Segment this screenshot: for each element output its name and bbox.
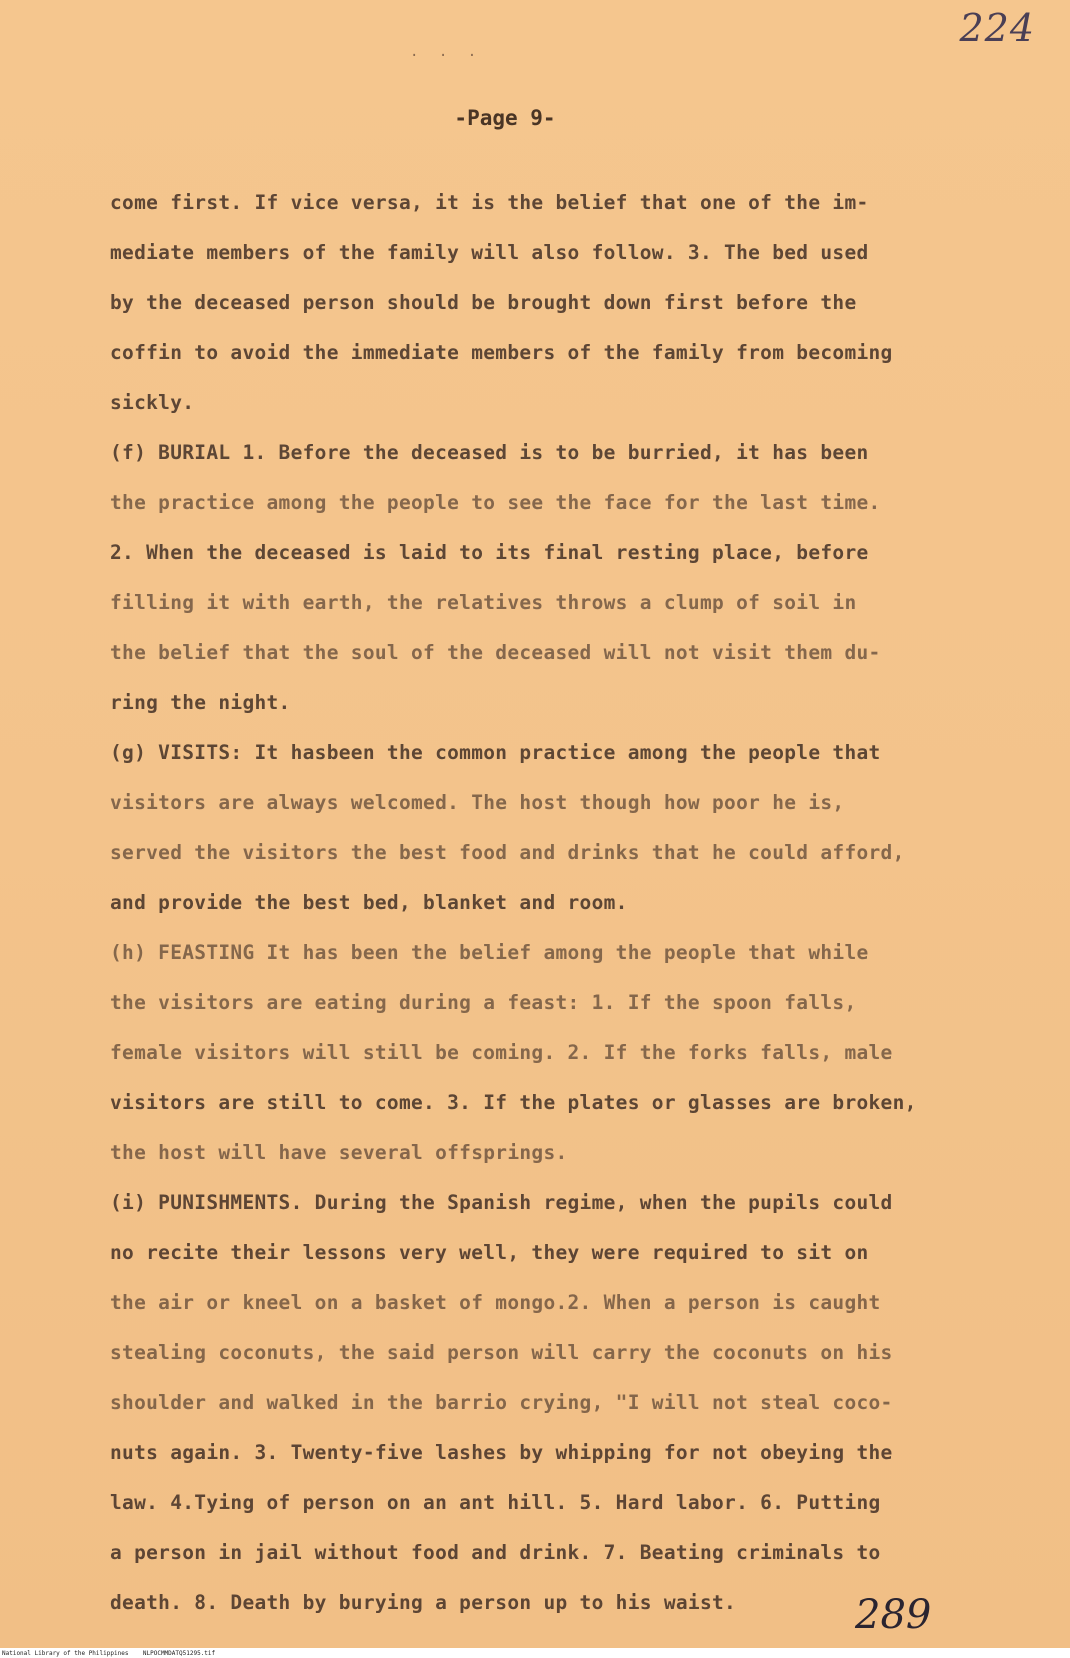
handwritten-folio-number: 289 [855, 1592, 932, 1638]
text-line: mediate members of the family will also follow. 3. The bed used [110, 241, 869, 264]
text-line: 2. When the deceased is laid to its final resting place, before [110, 541, 869, 564]
text-line: ring the night. [110, 691, 291, 714]
text-line: stealing coconuts, the said person will carry the coconuts on his [110, 1341, 893, 1364]
text-line: nuts again. 3. Twenty-five lashes by whipping for not obeying the [110, 1441, 893, 1464]
text-line: a person in jail without food and drink. 7. Beating criminals to [110, 1541, 881, 1564]
text-line: no recite their lessons very well, they were required to sit on [110, 1241, 869, 1264]
text-line: (f) BURIAL 1. Before the deceased is to be burried, it has been [110, 441, 869, 464]
text-line: served the visitors the best food and drinks that he could afford, [110, 841, 905, 864]
text-line: the practice among the people to see the face for the last time. [110, 491, 881, 514]
text-line: female visitors will still be coming. 2. If the forks falls, male [110, 1041, 893, 1064]
text-line: visitors are always welcomed. The host though how poor he is, [110, 791, 845, 814]
text-line: come first. If vice versa, it is the belief that one of the im- [110, 191, 869, 214]
text-line: (g) VISITS: It hasbeen the common practice among the people that [110, 741, 881, 764]
text-line: the host will have several offsprings. [110, 1141, 568, 1164]
text-line: (h) FEASTING It has been the belief among the people that while [110, 941, 869, 964]
text-line: the belief that the soul of the deceased will not visit them du- [110, 641, 881, 664]
text-line: sickly. [110, 391, 195, 414]
text-line: by the deceased person should be brought down first before the [110, 291, 857, 314]
text-line: visitors are still to come. 3. If the plates or glasses are broken, [110, 1091, 917, 1114]
scan-footer [0, 1648, 1070, 1658]
text-line: shoulder and walked in the barrio crying, "I will not steal coco- [110, 1391, 893, 1414]
text-line: the air or kneel on a basket of mongo.2. When a person is caught [110, 1291, 881, 1314]
scan-footer-text: National Library of the Philippines NLPOCMMDATQ51295.tif [2, 1650, 216, 1657]
text-line: coffin to avoid the immediate members of the family from becoming [110, 341, 893, 364]
text-line: law. 4.Tying of person on an ant hill. 5. Hard labor. 6. Putting [110, 1491, 881, 1514]
header-dots: · · · [410, 48, 483, 64]
text-line: (i) PUNISHMENTS. During the Spanish regime, when the pupils could [110, 1191, 893, 1214]
text-line: the visitors are eating during a feast: 1. If the spoon falls, [110, 991, 857, 1014]
page-header: -Page 9- [454, 106, 556, 130]
text-line: death. 8. Death by burying a person up to his waist. [110, 1591, 737, 1614]
body-text [110, 178, 950, 1628]
text-line: and provide the best bed, blanket and room. [110, 891, 628, 914]
text-line: filling it with earth, the relatives throws a clump of soil in [110, 591, 857, 614]
handwritten-page-number: 224 [959, 6, 1035, 50]
